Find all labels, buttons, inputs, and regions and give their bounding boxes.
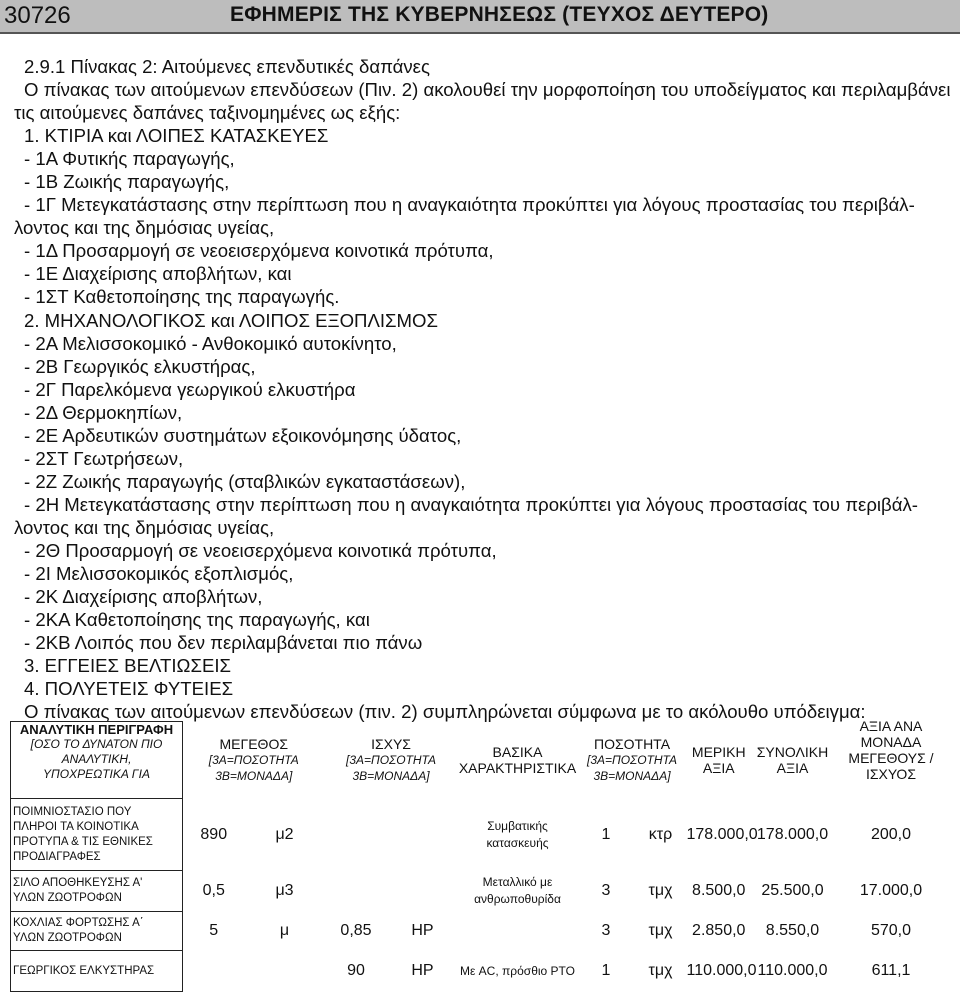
total-value: 178.000,0 xyxy=(756,825,829,843)
list-item: - 1Ε Διαχείρισης αποβλήτων, και xyxy=(24,263,292,285)
header-power: ΙΣΧΥΣ [3Α=ΠΟΣΟΤΗΤΑ 3Β=ΜΟΝΑΔΑ] xyxy=(345,736,437,783)
partial-value: 110.000,0 xyxy=(686,962,757,979)
list-heading: 2. ΜΗΧΑΝΟΛΟΓΙΚΟΣ και ΛΟΙΠΟΣ ΕΞΟΠΛΙΣΜΟΣ xyxy=(24,309,439,331)
header-basic-characteristics: ΒΑΣΙΚΑ ΧΑΡΑΚΤΗΡΙΣΤΙΚΑ xyxy=(458,744,577,776)
list-item: - 2Β Γεωργικός ελκυστήρας, xyxy=(24,355,256,377)
list-item: - 1Δ Προσαρμογή σε νεοεισερχόμενα κοινοτικά πρότυπα, xyxy=(24,240,494,262)
row-description: ΠΟΙΜΝΙΟΣΤΑΣΙΟ ΠΟΥ ΠΛΗΡΟΙ ΤΑ ΚΟΙΝΟΤΙΚΑ ΠΡΟΤΥΠΑ & ΤΙΣ ΕΘΝΙΚΕΣ ΠΡΟΔΙΑΓΡΑΦΕΣ xyxy=(11,799,183,871)
power-unit xyxy=(388,799,458,871)
power-quantity xyxy=(325,871,388,912)
power-quantity: 0,85 xyxy=(340,922,372,939)
list-item: - 2Η Μετεγκατάστασης στην περίπτωση που η αναγκαιότητα προκύπτει για λόγους προστασίας του περιβάλ- xyxy=(24,493,918,515)
list-item: - 2Ε Αρδευτικών συστημάτων εξοικονόμησης ύδατος, xyxy=(24,424,462,446)
power-unit: HP xyxy=(411,922,434,939)
gazette-title: ΕΦΗΜΕΡΙΣ ΤΗΣ ΚΥΒΕΡΝΗΣΕΩΣ (ΤΕΥΧΟΣ ΔΕΥΤΕΡΟ) xyxy=(230,3,769,26)
quantity-unit: τμχ xyxy=(648,882,673,899)
total-value: 110.000,0 xyxy=(757,962,828,979)
header-description: ΑΝΑΛΥΤΙΚΗ ΠΕΡΙΓΡΑΦΗ [ΟΣΟ ΤΟ ΔΥΝΑΤΟΝ ΠΙΟ ΑΝΑΛΥΤΙΚΗ, ΥΠΟΧΡΕΩΤΙΚΑ ΓΙΑ xyxy=(11,722,183,799)
list-item-continuation: λοντος και της δημόσιας υγείας, xyxy=(14,217,275,239)
page-header xyxy=(0,0,960,34)
quantity: 3 xyxy=(601,882,611,899)
list-item: - 2ΚΑ Καθετοποίησης της παραγωγής, και xyxy=(24,609,370,631)
row-description: ΚΟΧΛΙΑΣ ΦΟΡΤΩΣΗΣ Α΄ ΥΛΩΝ ΖΩΟΤΡΟΦΩΝ xyxy=(11,912,183,951)
unit-value: 200,0 xyxy=(870,825,912,843)
power-unit xyxy=(388,871,458,912)
list-item: - 2Α Μελισσοκομικό - Ανθοκομικό αυτοκίνητο, xyxy=(24,332,397,354)
power-quantity xyxy=(325,799,388,871)
list-item: - 1Γ Μετεγκατάστασης στην περίπτωση που η αναγκαιότητα προκύπτει για λόγους προστασίας του περιβάλ- xyxy=(24,194,915,216)
list-heading: 1. ΚΤΙΡΙΑ και ΛΟΙΠΕΣ ΚΑΤΑΣΚΕΥΕΣ xyxy=(24,125,329,147)
basic-characteristics: Μεταλλικό με ανθρωποθυρίδα xyxy=(474,875,561,906)
unit-value: 611,1 xyxy=(871,962,911,979)
list-item: - 1Α Φυτικής παραγωγής, xyxy=(24,148,235,170)
list-item: - 2ΚΒ Λοιπός που δεν περιλαμβάνεται πιο πάνω xyxy=(24,632,423,654)
basic-characteristics: Με AC, πρόσθιο ΡΤΟ xyxy=(459,963,575,978)
table-row xyxy=(11,871,949,912)
size-unit xyxy=(245,951,325,992)
body-text xyxy=(14,55,951,723)
total-value: 8.550,0 xyxy=(765,922,820,939)
size-unit: μ3 xyxy=(275,882,294,899)
page-number: 30726 xyxy=(4,2,71,29)
list-item: - 2Γ Παρελκόμενα γεωργικού ελκυστήρα xyxy=(24,378,356,400)
table-header-row xyxy=(11,722,949,799)
quantity: 1 xyxy=(601,825,611,843)
header-size: ΜΕΓΕΘΟΣ [3Α=ΠΟΣΟΤΗΤΑ 3Β=ΜΟΝΑΔΑ] xyxy=(208,736,299,783)
table-row xyxy=(11,951,949,992)
list-heading: 3. ΕΓΓΕΙΕΣ ΒΕΛΤΙΩΣΕΙΣ xyxy=(24,655,232,677)
quantity: 1 xyxy=(601,962,611,979)
header-total-value: ΣΥΝΟΛΙΚΗ ΑΞΙΑ xyxy=(756,744,829,776)
table-row xyxy=(11,912,949,951)
header-quantity: ΠΟΣΟΤΗΤΑ [3Α=ΠΟΣΟΤΗΤΑ 3Β=ΜΟΝΑΔΑ] xyxy=(586,736,678,783)
header-unit-value: ΑΞΙΑ ΑΝΑ ΜΟΝΑΔΑ ΜΕΓΕΘΟΥΣ / ΙΣΧΥΟΣ xyxy=(848,717,934,782)
list-item: - 1ΣΤ Καθετοποίησης της παραγωγής. xyxy=(24,286,340,308)
investment-table xyxy=(10,717,949,992)
power-unit: HP xyxy=(411,962,434,979)
size-quantity: 0,5 xyxy=(202,882,225,899)
quantity-unit: τμχ xyxy=(648,962,673,979)
partial-value: 2.850,0 xyxy=(692,922,746,939)
header-partial-value: ΜΕΡΙΚΗ ΑΞΙΑ xyxy=(691,744,746,776)
size-unit: μ2 xyxy=(275,825,294,843)
row-description: ΣΙΛΟ ΑΠΟΘΗΚΕΥΣΗΣ Α' ΥΛΩΝ ΖΩΟΤΡΟΦΩΝ xyxy=(11,871,183,912)
list-item: - 2Θ Προσαρμογή σε νεοεισερχόμενα κοινοτικά πρότυπα, xyxy=(24,539,497,561)
list-item: - 1Β Ζωικής παραγωγής, xyxy=(24,171,230,193)
partial-value: 178.000,0 xyxy=(686,825,758,843)
size-quantity: 890 xyxy=(200,825,228,843)
list-item: - 2Κ Διαχείρισης αποβλήτων, xyxy=(24,586,263,608)
table-row xyxy=(11,799,949,871)
list-item-continuation: λοντος και της δημόσιας υγείας, xyxy=(14,516,275,538)
section-heading: 2.9.1 Πίνακας 2: Αιτούμενες επενδυτικές δαπάνες xyxy=(24,56,430,77)
total-value: 25.500,0 xyxy=(761,882,824,899)
size-quantity xyxy=(183,951,245,992)
unit-value: 17.000,0 xyxy=(859,882,923,899)
power-quantity: 90 xyxy=(347,962,365,979)
paragraph-line: τις αιτούμενες δαπάνες ταξινομημένες ως εξής: xyxy=(14,102,401,124)
quantity-unit: τμχ xyxy=(648,922,673,939)
basic-characteristics xyxy=(458,912,578,951)
paragraph-line: Ο πίνακας των αιτούμενων επενδύσεων (Πιν. 2) ακολουθεί την μορφοποίηση του υποδείγματος και περιλαμβάνει xyxy=(24,79,951,101)
unit-value: 570,0 xyxy=(870,922,912,939)
list-item: - 2Δ Θερμοκηπίων, xyxy=(24,401,183,423)
size-unit: μ xyxy=(279,922,290,939)
list-item: - 2Ι Μελισσοκομικός εξοπλισμός, xyxy=(24,563,294,585)
quantity: 3 xyxy=(601,922,611,939)
list-item: - 2ΣΤ Γεωτρήσεων, xyxy=(24,447,184,469)
size-quantity: 5 xyxy=(209,922,219,939)
paragraph-line: Ο πίνακας των αιτούμενων επενδύσεων (πιν. 2) συμπληρώνεται σύμφωνα με το ακόλουθο υπόδειγμα: xyxy=(24,701,866,723)
basic-characteristics: Συμβατικής κατασκευής xyxy=(486,818,549,850)
quantity-unit: κτρ xyxy=(648,825,673,843)
row-description: ΓΕΩΡΓΙΚΟΣ ΕΛΚΥΣΤΗΡΑΣ xyxy=(11,951,183,992)
list-item: - 2Ζ Ζωικής παραγωγής (σταβλικών εγκαταστάσεων), xyxy=(24,470,466,492)
list-heading: 4. ΠΟΛΥΕΤΕΙΣ ΦΥΤΕΙΕΣ xyxy=(24,678,234,700)
partial-value: 8.500,0 xyxy=(692,882,746,899)
